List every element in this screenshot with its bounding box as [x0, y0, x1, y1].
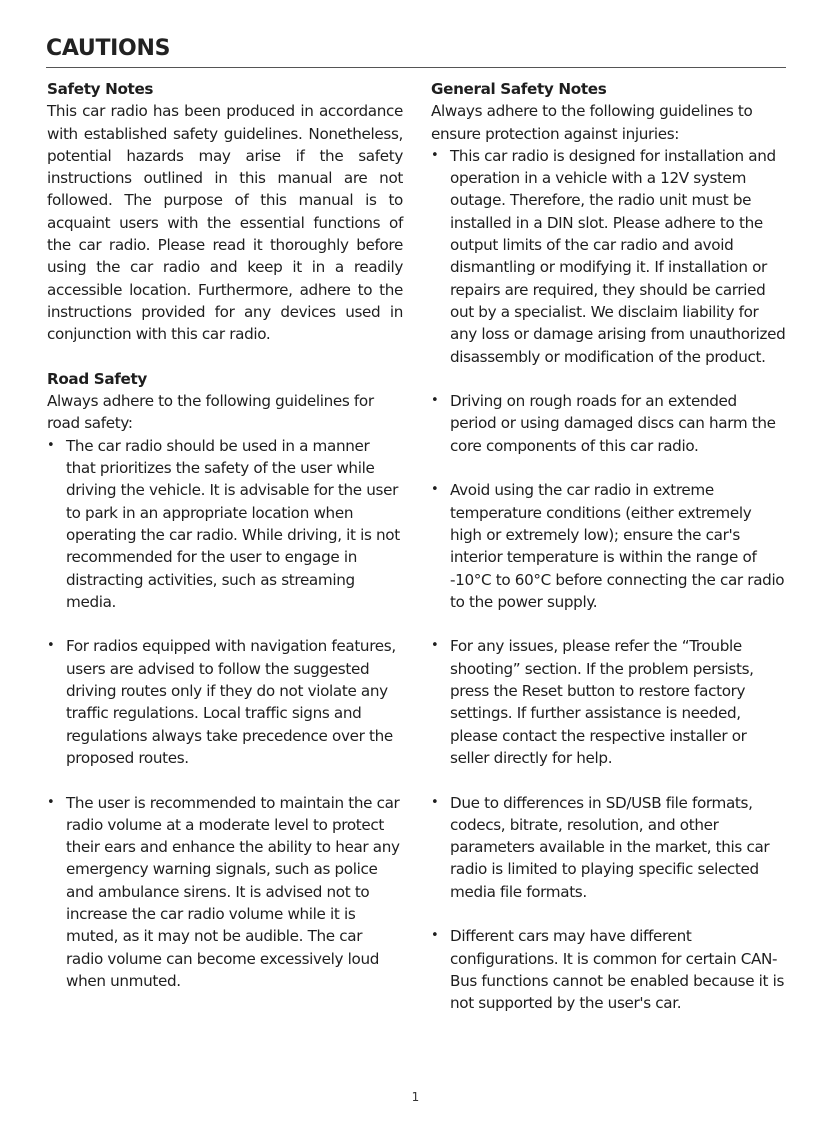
- list-item-text: Avoid using the car radio in extreme temperature conditions (either extremely high or extremely low); ensure the car's interior temperature is within the range of -10°C to 60°C before connecting the car radio to the power supply.: [450, 481, 785, 611]
- page-title: CAUTIONS: [46, 36, 171, 61]
- list-item-text: The car radio should be used in a manner that prioritizes the safety of the user while driving the vehicle. It is advisable for the user to park in an appropriate location when operating the car radio. While driving, it is not recommended for the user to engage in distracting activities, such as streaming media.: [66, 436, 400, 611]
- bullet-icon: •: [431, 393, 439, 409]
- list-item-text: Different cars may have different configurations. It is common for certain CAN-Bus functions cannot be enabled because it is not supported by the user's car.: [450, 927, 785, 1013]
- list-item: [431, 390, 787, 457]
- list-item-text: For radios equipped with navigation features, users are advised to follow the suggested driving routes only if they do not violate any traffic regulations. Local traffic signs and regulations always take precedence over the proposed routes.: [66, 637, 396, 767]
- list-item: [431, 635, 787, 769]
- road-safety-list: [47, 435, 403, 992]
- general-safety-list: [431, 145, 787, 1015]
- list-item: [47, 435, 403, 613]
- list-item-text: Due to differences in SD/USB file formats, codecs, bitrate, resolution, and other parameters available in the market, this car radio is limited to playing specific selected media file formats.: [450, 793, 770, 901]
- list-item-text: For any issues, please refer the “Trouble shooting” section. If the problem persists, press the Reset button to restore factory settings. If further assistance is needed, please contact the respective installer or seller directly for help.: [450, 637, 754, 767]
- road-safety-intro: Always adhere to the following guidelines for road safety:: [47, 392, 374, 433]
- general-safety-notes-intro: Always adhere to the following guidelines to ensure protection against injuries:: [431, 102, 753, 143]
- list-item: [47, 792, 403, 993]
- page-number: 1: [411, 1090, 420, 1104]
- bullet-icon: •: [47, 794, 55, 810]
- list-item-text: The user is recommended to maintain the car radio volume at a moderate level to protect their ears and enhance the ability to hear any emergency warning signals, such as police and ambulance sirens. It is advised not to increase the car radio volume while it is muted, as it may not be audible. The car radio volume can become excessively loud when unmuted.: [66, 793, 400, 990]
- bullet-icon: •: [47, 437, 55, 453]
- left-column: [47, 78, 403, 1014]
- list-item: [431, 145, 787, 368]
- list-item: [431, 925, 787, 1014]
- bullet-icon: •: [431, 794, 439, 810]
- bullet-icon: •: [47, 638, 55, 654]
- bullet-icon: •: [431, 147, 439, 163]
- list-item-text: Driving on rough roads for an extended period or using damaged discs can harm the core components of this car radio.: [450, 392, 776, 455]
- road-safety-heading: Road Safety: [47, 369, 147, 388]
- bullet-icon: •: [431, 638, 439, 654]
- safety-notes-heading: Safety Notes: [47, 80, 154, 98]
- list-item: [431, 792, 787, 903]
- safety-notes-body: This car radio has been produced in accordance with established safety guidelines. Nonetheless, potential hazards may arise if the safety instructions outlined in this manual are not followed. The purpose of this manual is to acquaint users with the essential functions of the car radio. Please read it thoroughly before using the car radio and keep it in a readily accessible location. Furthermore, adhere to the instructions provided for any devices used in conjunction with this car radio.: [47, 102, 403, 344]
- general-safety-notes-heading: General Safety Notes: [431, 80, 607, 98]
- list-item: [47, 635, 403, 769]
- right-column: [431, 78, 787, 1037]
- list-item-text: This car radio is designed for installation and operation in a vehicle with a 12V system outage. Therefore, the radio unit must be installed in a DIN slot. Please adhere to the output limits of the car radio and avoid dismantling or modifying it. If installation or repairs are required, they should be carried out by a specialist. We disclaim liability for any loss or damage arising from unauthorized disassembly or modification of the product.: [450, 146, 786, 366]
- list-item: [431, 479, 787, 613]
- bullet-icon: •: [431, 482, 439, 498]
- title-divider: [46, 67, 786, 68]
- bullet-icon: •: [431, 928, 439, 944]
